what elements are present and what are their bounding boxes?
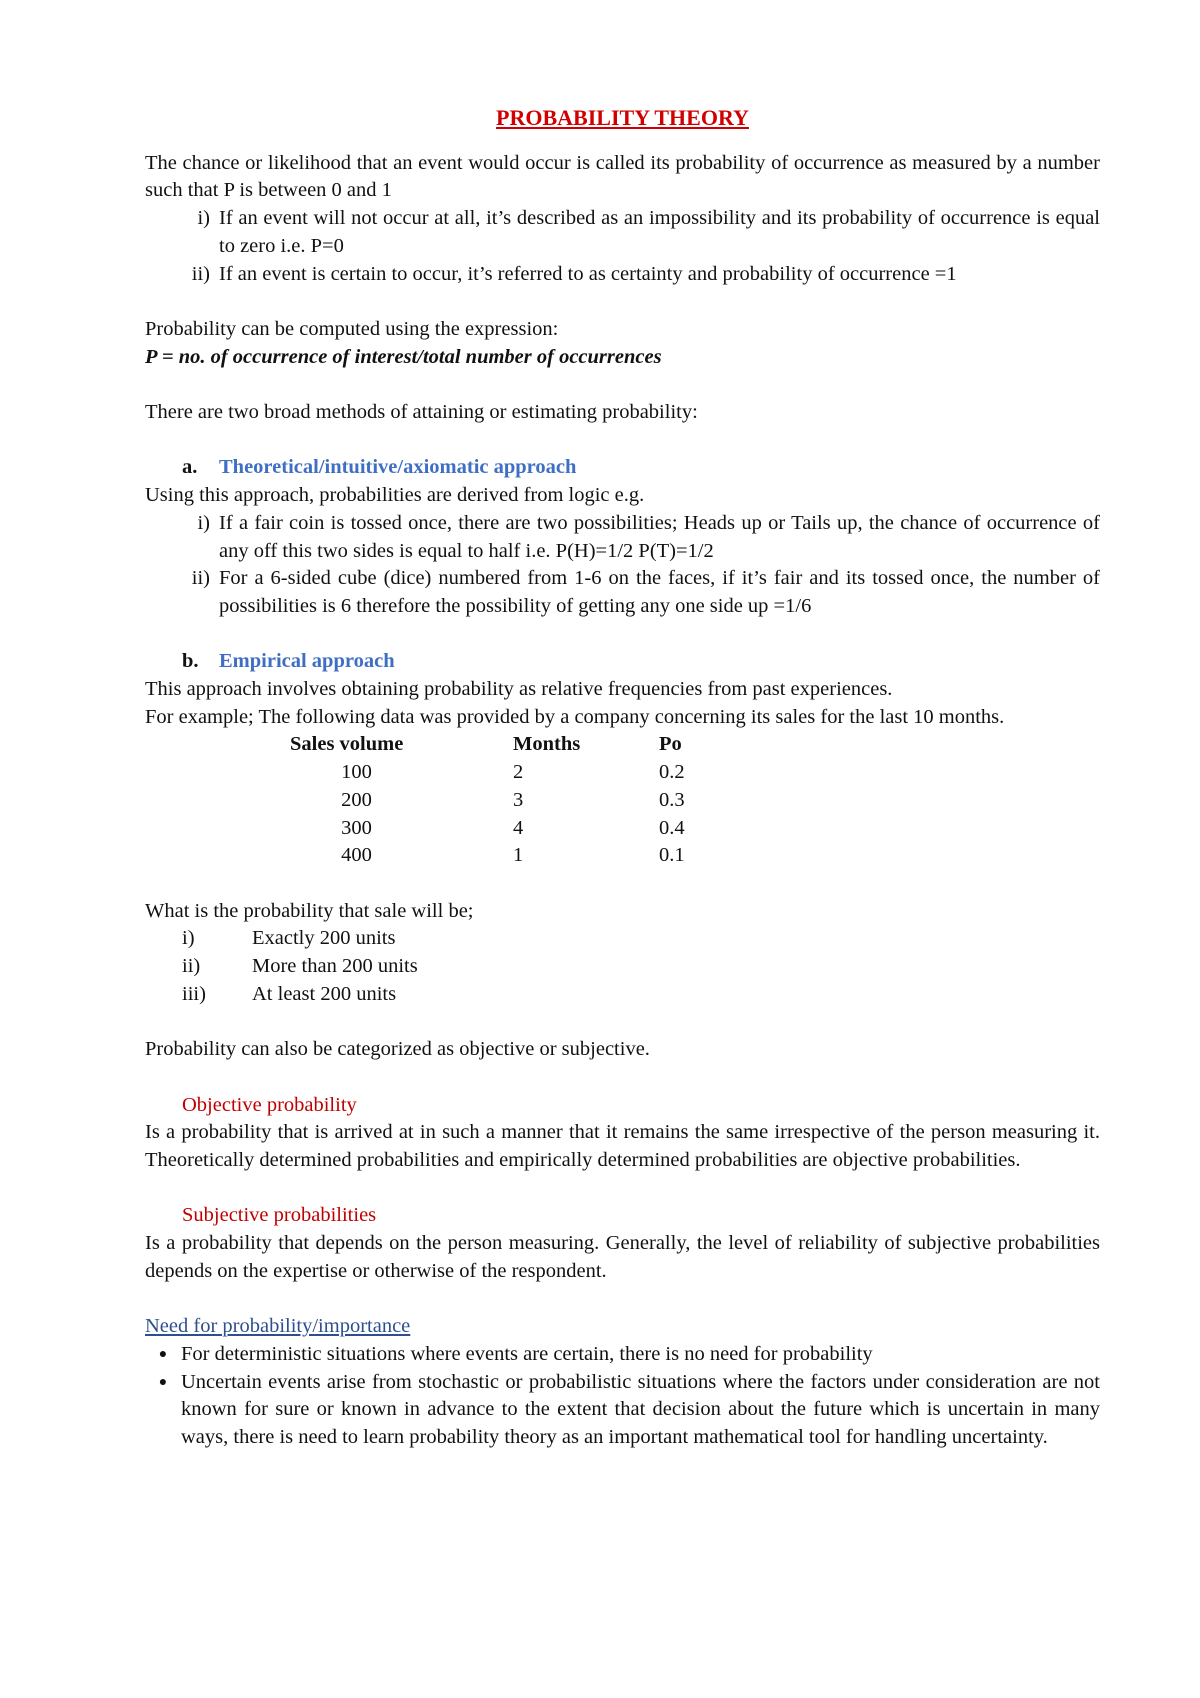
section-a-lead: Using this approach, probabilities are derived from logic e.g.	[145, 484, 645, 507]
compute-line: Probability can be computed using the expression:	[145, 317, 559, 340]
list-marker: iii)	[182, 982, 206, 1005]
page-title: PROBABILITY THEORY	[496, 105, 749, 130]
table-cell: 3	[513, 788, 524, 811]
list-item-text: For a 6-sided cube (dice) numbered from 1-6 on the faces, if it’s fair and its tossed once, the number of possibilities is 6 therefore the possibility of getting any one side up =1/6	[219, 567, 1100, 617]
methods-line: There are two broad methods of attaining or estimating probability:	[145, 401, 698, 423]
sales-table	[290, 731, 739, 870]
table-cell: 100	[341, 761, 372, 784]
list-item-text: If a fair coin is tossed once, there are two possibilities; Heads up or Tails up, the chance of occurrence of any off this two sides is equal to half i.e. P(H)=1/2 P(T)=1/2	[219, 511, 1100, 562]
table-row	[290, 759, 739, 787]
list-item	[182, 925, 1100, 953]
subjective-paragraph: Is a probability that depends on the person measuring. Generally, the level of reliability of subjective probabilities depends on the expertise or otherwise of the respondent.	[145, 1232, 1100, 1282]
subjective-heading: Subjective probabilities	[182, 1204, 377, 1227]
bullet-text: Uncertain events arise from stochastic or probabilistic situations where the factors under consideration are not known for sure or known in advance to the extent that decision about the future which is uncertain in many ways, there is need to learn probability theory as an important mathematical tool for handling uncertainty.	[181, 1370, 1100, 1448]
table-header-row	[290, 731, 739, 759]
list-item-text: At least 200 units	[252, 982, 397, 1005]
bullet-item	[145, 1369, 1100, 1452]
list-item	[145, 205, 1100, 260]
list-item	[145, 261, 1100, 289]
table-row	[290, 815, 739, 843]
categorized-line: Probability can also be categorized as objective or subjective.	[145, 1038, 650, 1061]
bullet-text: For deterministic situations where events are certain, there is no need for probability	[181, 1342, 873, 1365]
section-b-example: For example; The following data was provided by a company concerning its sales for the last 10 months.	[145, 705, 1005, 728]
section-a-heading	[182, 454, 1100, 482]
bullet-icon: ●	[158, 1346, 168, 1362]
table-header: Months	[513, 733, 581, 756]
probability-formula: P = no. of occurrence of interest/total number of occurrences	[145, 345, 662, 368]
table-cell: 0.2	[659, 761, 685, 784]
table-cell: 0.1	[659, 844, 685, 867]
table-cell: 400	[341, 844, 372, 867]
question-line: What is the probability that sale will be;	[145, 899, 474, 922]
table-row	[290, 787, 739, 815]
list-marker: i)	[197, 207, 210, 230]
table-cell: 2	[513, 761, 524, 784]
section-marker: a.	[182, 456, 198, 479]
section-heading-text: Theoretical/intuitive/axiomatic approach	[219, 456, 577, 479]
document-body	[145, 104, 1100, 1452]
list-marker: i)	[182, 927, 195, 950]
bullet-item	[145, 1341, 1100, 1369]
table-header: Po	[659, 733, 682, 756]
section-b-heading	[182, 648, 1100, 676]
list-item-text: Exactly 200 units	[252, 927, 396, 950]
list-marker: i)	[197, 511, 210, 534]
need-heading: Need for probability/importance	[145, 1315, 411, 1338]
list-marker: ii)	[191, 567, 210, 590]
section-marker: b.	[182, 650, 199, 673]
objective-heading: Objective probability	[182, 1093, 357, 1116]
section-b-lead: This approach involves obtaining probability as relative frequencies from past experiences.	[145, 678, 893, 700]
table-cell: 0.3	[659, 788, 685, 811]
list-item	[182, 981, 1100, 1009]
list-marker: ii)	[182, 955, 201, 978]
list-item-text: If an event is certain to occur, it’s referred to as certainty and probability of occurrence =1	[219, 262, 957, 285]
table-header: Sales volume	[290, 733, 404, 756]
list-marker: ii)	[191, 262, 210, 285]
list-item	[182, 953, 1100, 981]
table-cell: 4	[513, 816, 524, 839]
table-row	[290, 842, 739, 870]
list-item-text: More than 200 units	[252, 955, 418, 978]
section-heading-text: Empirical approach	[219, 650, 395, 673]
intro-paragraph: The chance or likelihood that an event would occur is called its probability of occurrence as measured by a number such that P is between 0 and 1	[145, 151, 1100, 202]
table-cell: 200	[341, 788, 372, 811]
list-item	[145, 565, 1100, 620]
list-item	[145, 510, 1100, 565]
bullet-icon: ●	[158, 1374, 168, 1390]
objective-paragraph: Is a probability that is arrived at in such a manner that it remains the same irrespective of the person measuring it. Theoretically determined probabilities and empirically determined probabilities are objective probabilities.	[145, 1121, 1100, 1171]
table-cell: 1	[513, 844, 524, 867]
table-cell: 0.4	[659, 816, 685, 839]
list-item-text: If an event will not occur at all, it’s described as an impossibility and its probability of occurrence is equal to zero i.e. P=0	[219, 207, 1100, 257]
table-cell: 300	[341, 816, 372, 839]
